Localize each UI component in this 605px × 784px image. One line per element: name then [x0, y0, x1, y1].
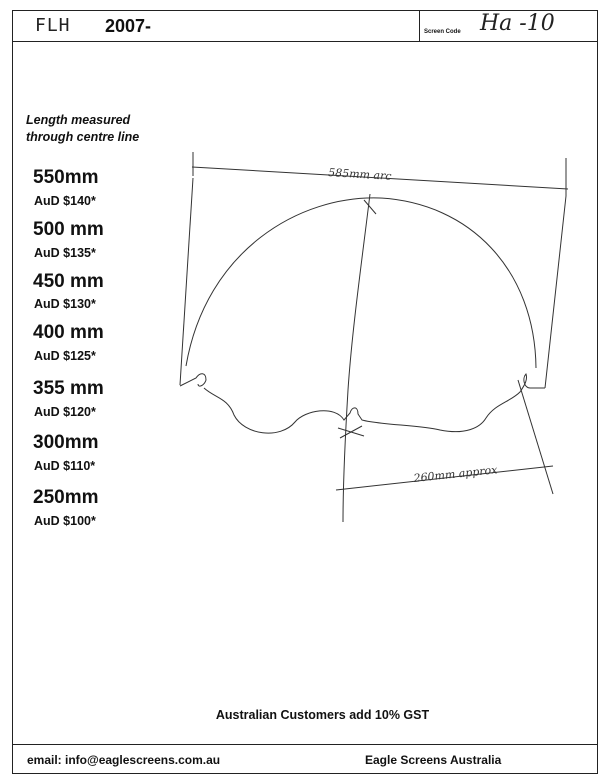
- centre-line-tick-top: [364, 200, 376, 214]
- screen-code-label: Screen Code: [424, 29, 461, 35]
- right-diagonal-line: [518, 380, 553, 494]
- length-note-line-1: Length measured: [26, 113, 131, 127]
- price-300: AuD $110*: [34, 459, 96, 473]
- size-option-250: 250mm: [33, 487, 99, 508]
- centre-line-cross: [338, 426, 364, 438]
- screen-dome-outline: [186, 198, 536, 368]
- contact-email: email: info@eaglescreens.com.au: [27, 753, 221, 767]
- left-side-line: [180, 178, 193, 385]
- model-year: 2007-: [105, 16, 152, 36]
- centre-line: [343, 194, 370, 522]
- size-option-450: 450 mm: [33, 271, 104, 292]
- size-option-355: 355 mm: [33, 378, 104, 399]
- width-measure-label: 260mm approx: [412, 463, 498, 485]
- right-side-line: [545, 196, 566, 388]
- company-name: Eagle Screens Australia: [365, 753, 502, 767]
- size-option-400: 400 mm: [33, 322, 104, 343]
- gst-note: Australian Customers add 10% GST: [215, 708, 430, 722]
- price-450: AuD $130*: [34, 297, 96, 311]
- screen-code-value: Ha -10: [480, 11, 555, 36]
- length-note-line-2: through centre line: [26, 130, 140, 144]
- price-250: AuD $100*: [34, 514, 96, 528]
- size-option-500: 500 mm: [33, 219, 104, 240]
- price-500: AuD $135*: [34, 246, 96, 260]
- model-name: FLH: [35, 15, 71, 36]
- screen-lower-contour: [180, 374, 545, 433]
- price-550: AuD $140*: [34, 194, 96, 208]
- price-355: AuD $120*: [34, 405, 96, 419]
- size-option-300: 300mm: [33, 432, 99, 453]
- arc-measure-label: 585mm arc: [327, 166, 392, 183]
- size-option-550: 550mm: [33, 167, 99, 188]
- price-400: AuD $125*: [34, 349, 96, 363]
